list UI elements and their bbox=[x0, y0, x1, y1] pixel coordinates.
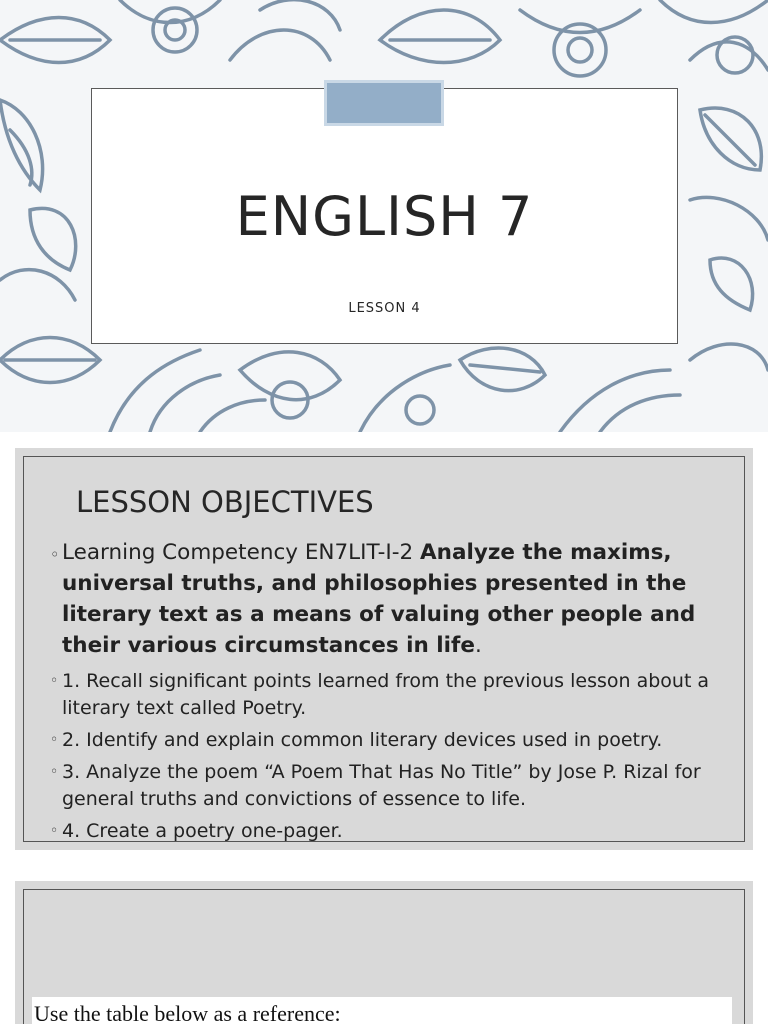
reference-slide bbox=[15, 881, 753, 1024]
reference-image-strip bbox=[32, 997, 732, 1024]
reference-frame bbox=[23, 889, 745, 1024]
objective-text: 3. Analyze the poem “A Poem That Has No Title” by Jose P. Rizal for general truths and convictions of essence to life. bbox=[62, 761, 701, 810]
competency-lead: Learning Competency EN7LIT-I-2 bbox=[62, 540, 421, 565]
title-card bbox=[91, 88, 678, 344]
title-slide bbox=[0, 0, 768, 432]
reference-caption: Use the table below as a reference: bbox=[34, 1001, 341, 1024]
bullet-glyph: ◦ bbox=[50, 732, 59, 748]
competency-tail: . bbox=[474, 633, 482, 658]
bullet-glyph: ◦ bbox=[50, 764, 59, 780]
objective-text: 4. Create a poetry one-pager. bbox=[62, 820, 343, 842]
objective-text: 2. Identify and explain common literary devices used in poetry. bbox=[62, 729, 663, 751]
objectives-frame bbox=[23, 456, 745, 842]
objectives-heading: LESSON OBJECTIVES bbox=[76, 485, 374, 519]
objectives-list bbox=[50, 537, 740, 850]
objective-item bbox=[50, 727, 740, 754]
bullet-glyph: ◦ bbox=[50, 823, 59, 839]
competency-item bbox=[50, 537, 740, 661]
slide-title: ENGLISH 7 bbox=[235, 185, 534, 248]
slide-subtitle: LESSON 4 bbox=[348, 301, 421, 316]
objective-item bbox=[50, 668, 740, 722]
bullet-glyph: ◦ bbox=[50, 673, 59, 689]
bullet-glyph: ◦ bbox=[50, 545, 60, 564]
objective-text: 1. Recall significant points learned from the previous lesson about a literary text called Poetry. bbox=[62, 670, 710, 719]
competency-statement: Analyze the maxims, universal truths, and philosophies presented in the literary text as a means of valuing other people and their various circumstances in life bbox=[62, 540, 696, 658]
objectives-slide bbox=[15, 448, 753, 850]
objective-item bbox=[50, 759, 740, 813]
title-accent-tab bbox=[324, 80, 444, 126]
objective-item bbox=[50, 818, 740, 845]
